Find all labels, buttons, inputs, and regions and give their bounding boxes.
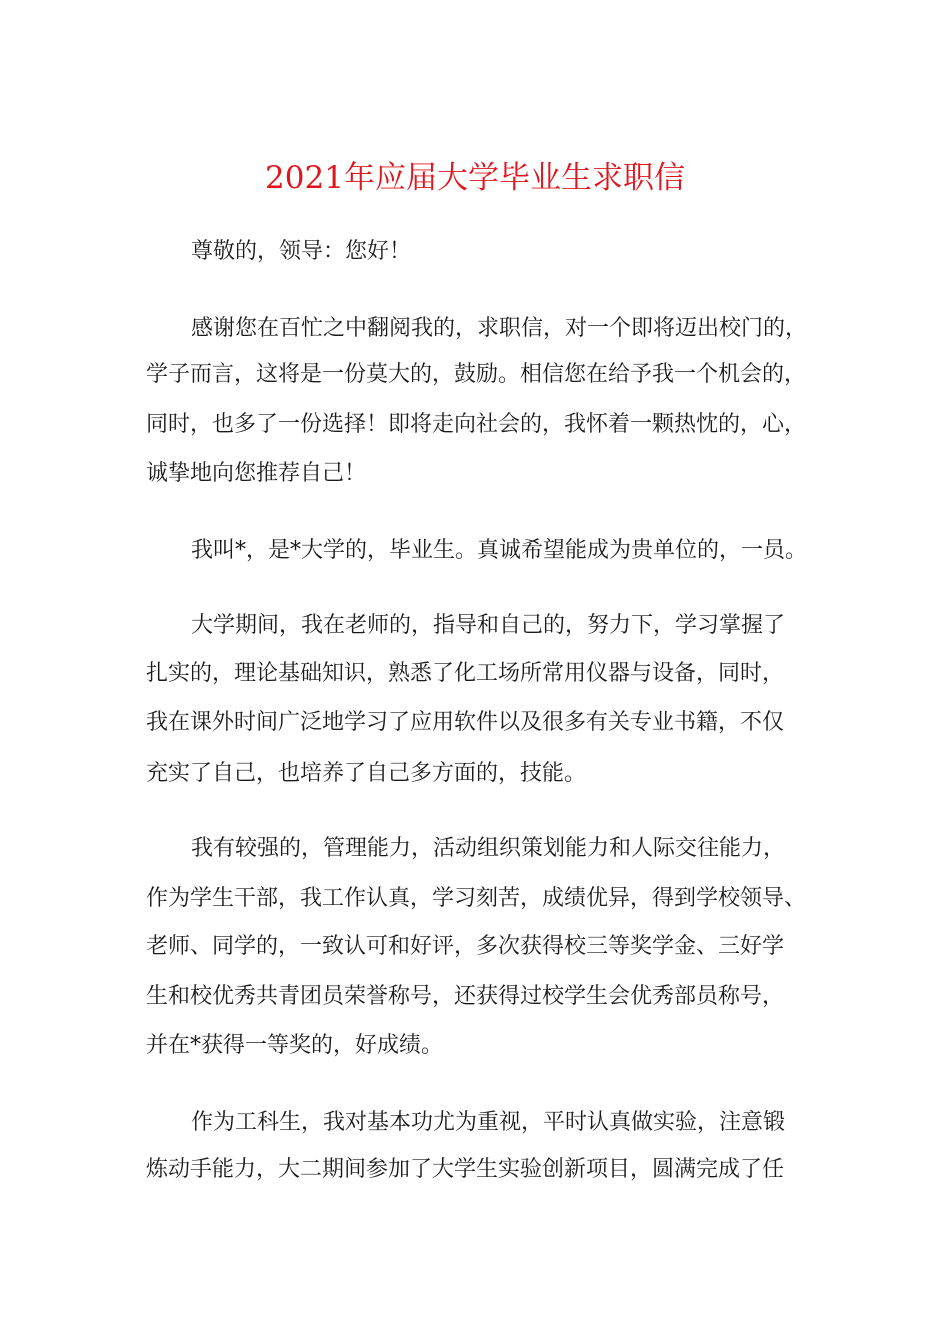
paragraph-line: 充实了自己，也培养了自己多方面的，技能。 <box>146 761 587 786</box>
paragraph-line: 我在课外时间广泛地学习了应用软件以及很多有关专业书籍，不仅 <box>146 710 785 735</box>
paragraph-line: 我叫*，是*大学的，毕业生。真诚希望能成为贵单位的，一员。 <box>191 538 808 563</box>
paragraph-line: 大学期间，我在老师的，指导和自己的，努力下，学习掌握了 <box>191 613 786 638</box>
page-title: 2021年应届大学毕业生求职信 <box>265 160 685 196</box>
paragraph-line: 炼动手能力，大二期间参加了大学生实验创新项目，圆满完成了任 <box>146 1157 785 1182</box>
paragraph-line: 作为工科生，我对基本功尤为重视，平时认真做实验，注意锻 <box>191 1110 786 1135</box>
paragraph-line: 并在*获得一等奖的，好成绩。 <box>146 1033 444 1058</box>
paragraph-line: 老师、同学的，一致认可和好评，多次获得校三等奖学金、三好学 <box>146 934 785 959</box>
salutation-line: 尊敬的，领导：您好！ <box>191 239 412 264</box>
paragraph-line: 作为学生干部，我工作认真，学习刻苦，成绩优异，得到学校领导、 <box>146 886 807 911</box>
paragraph-line: 诚挚地向您推荐自己！ <box>146 461 367 486</box>
paragraph-line: 同时，也多了一份选择！即将走向社会的，我怀着一颗热忱的，心， <box>146 412 807 437</box>
paragraph-line: 生和校优秀共青团员荣誉称号，还获得过校学生会优秀部员称号， <box>146 984 785 1009</box>
paragraph-line: 我有较强的，管理能力，活动组织策划能力和人际交往能力， <box>191 836 786 861</box>
paragraph-line: 感谢您在百忙之中翻阅我的，求职信，对一个即将迈出校门的， <box>191 316 808 341</box>
paragraph-line: 扎实的，理论基础知识，熟悉了化工场所常用仪器与设备，同时， <box>146 661 785 686</box>
paragraph-line: 学子而言，这将是一份莫大的，鼓励。相信您在给予我一个机会的， <box>146 362 807 387</box>
